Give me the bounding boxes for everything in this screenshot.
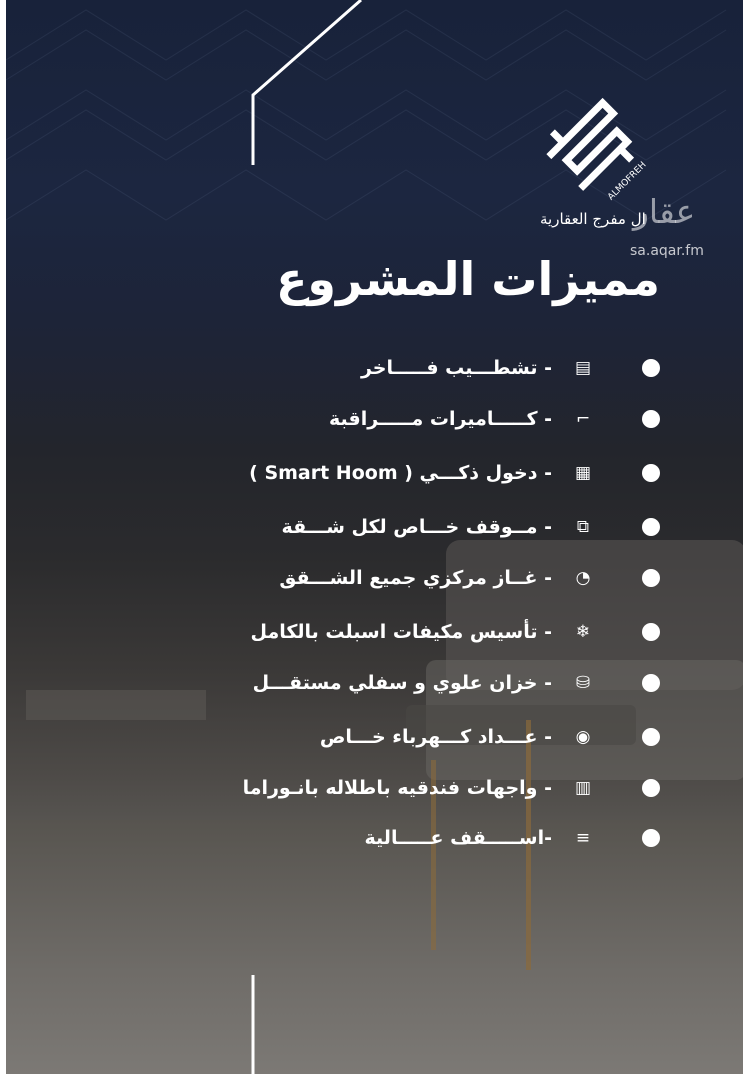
electric-meter-icon: ◉ <box>575 727 591 747</box>
air-conditioner-icon: ❄ <box>575 622 591 642</box>
bullet-dot <box>642 623 660 641</box>
feature-label: - خزان علوي و سفلي مستقـــل <box>252 672 552 694</box>
feature-label: - واجهات فندقيه باطلاله بانـوراما <box>242 777 552 799</box>
floor-background <box>6 820 743 1074</box>
feature-label: - تأسيس مكيفات اسبلت بالكامل <box>250 621 552 643</box>
feature-item <box>230 722 670 752</box>
feature-item <box>230 668 670 698</box>
home-appliances-icon: ▤ <box>574 358 592 378</box>
aqar-watermark: عقار <box>633 192 696 231</box>
water-tank-icon: ⛁ <box>575 673 591 693</box>
feature-item <box>230 617 670 647</box>
feature-item <box>230 773 670 803</box>
feature-item <box>230 404 670 434</box>
building-facade-icon: ▥ <box>574 778 592 798</box>
bullet-dot <box>642 779 660 797</box>
feature-label: - عـــداد كـــهرباء خـــاص <box>319 726 552 748</box>
feature-item <box>230 353 670 383</box>
feature-label: -اســـــقف عـــــالية <box>364 827 552 849</box>
feature-item <box>230 458 670 488</box>
bullet-dot <box>642 410 660 428</box>
side-table-background <box>26 690 206 720</box>
smart-lock-icon: ▦ <box>574 463 592 483</box>
bullet-dot <box>642 674 660 692</box>
feature-label: - تشطـــيب فـــــاخر <box>360 357 552 379</box>
logo-wordmark: ALMOFREH <box>606 160 649 203</box>
aqar-url: sa.aqar.fm <box>630 243 704 259</box>
feature-label: - كـــــاميرات مـــــراقبة <box>329 408 552 430</box>
feature-item <box>230 512 670 542</box>
decorative-line-top <box>251 0 371 170</box>
parking-cars-icon: ⧉ <box>576 517 590 537</box>
page-title: مميزات المشروع <box>275 252 660 306</box>
bullet-dot <box>642 829 660 847</box>
feature-label: - دخول ذكـــي ( Smart Hoom ) <box>249 462 552 484</box>
almofreh-logo-icon <box>534 88 650 204</box>
decorative-line-bottom <box>251 975 281 1074</box>
bullet-dot <box>642 728 660 746</box>
feature-item <box>230 563 670 593</box>
feature-label: - مــوقف خـــاص لكل شـــقة <box>281 516 552 538</box>
gas-meter-icon: ◔ <box>575 568 591 588</box>
bullet-dot <box>642 518 660 536</box>
bullet-dot <box>642 569 660 587</box>
company-name: ال مفرج العقارية <box>540 210 646 228</box>
high-ceiling-icon: ≡ <box>575 828 591 848</box>
bullet-dot <box>642 464 660 482</box>
security-camera-icon: ⌐ <box>575 409 591 429</box>
feature-item <box>230 823 670 853</box>
feature-label: - غــاز مركزي جميع الشـــقق <box>279 567 552 589</box>
bullet-dot <box>642 359 660 377</box>
